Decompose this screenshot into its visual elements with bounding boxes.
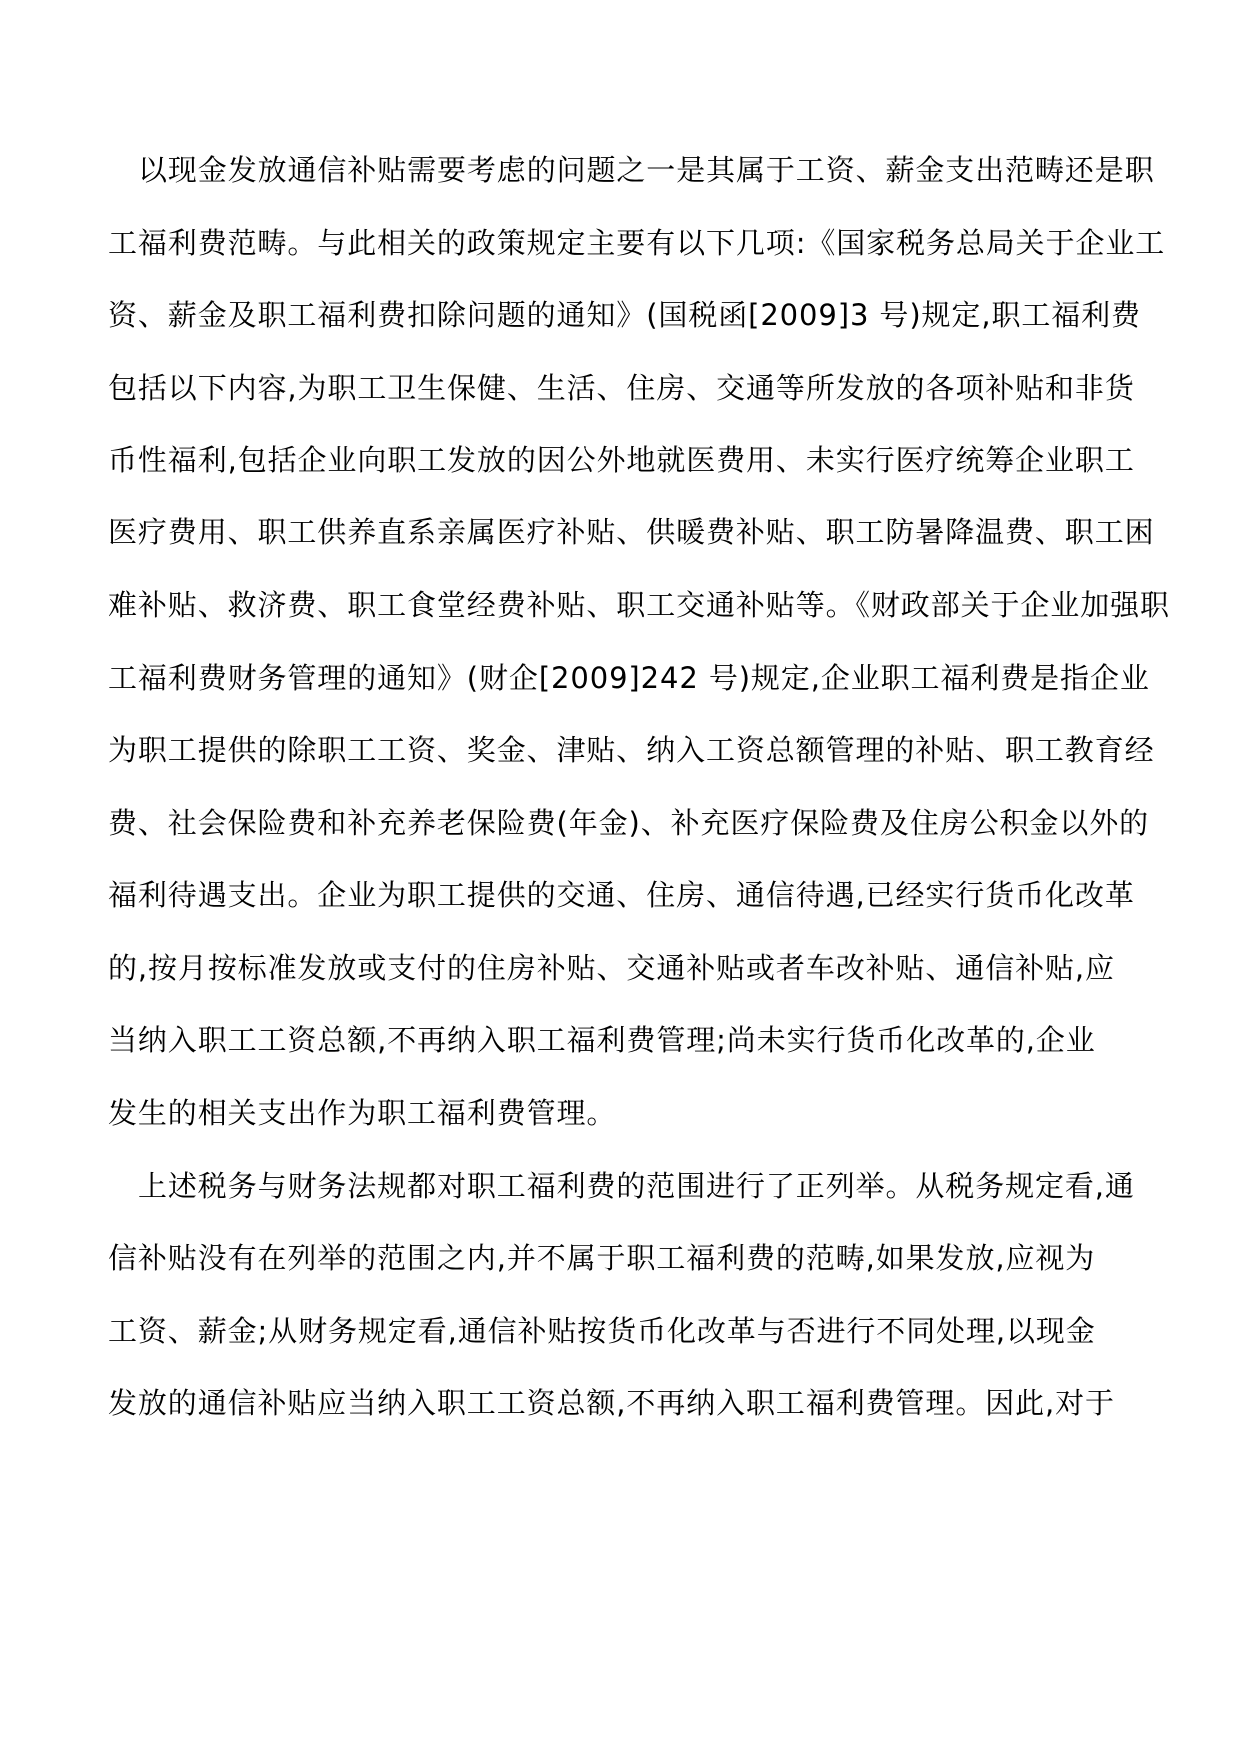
text-line: 当纳入职工工资总额,不再纳入职工福利费管理;尚未实行货币化改革的,企业 (108, 1023, 1096, 1057)
text-line: 福利待遇支出。企业为职工提供的交通、住房、通信待遇,已经实行货币化改革 (108, 878, 1135, 912)
text-line: 以现金发放通信补贴需要考虑的问题之一是其属于工资、薪金支出范畴还是职 (138, 153, 1155, 187)
text-line: 费、社会保险费和补充养老保险费(年金)、补充医疗保险费及住房公积金以外的 (108, 806, 1150, 840)
text-line: 币性福利,包括企业向职工发放的因公外地就医费用、未实行医疗统筹企业职工 (108, 443, 1135, 477)
text-line: 包括以下内容,为职工卫生保健、生活、住房、交通等所发放的各项补贴和非货 (108, 371, 1135, 405)
text-line: 为职工提供的除职工工资、奖金、津贴、纳入工资总额管理的补贴、职工教育经 (108, 733, 1155, 767)
text-line: 难补贴、救济费、职工食堂经费补贴、职工交通补贴等。《财政部关于企业加强职 (108, 588, 1170, 622)
text-line: 资、薪金及职工福利费扣除问题的通知》(国税函[2009]3 号)规定,职工福利费 (108, 298, 1141, 332)
text-line: 医疗费用、职工供养直系亲属医疗补贴、供暖费补贴、职工防暑降温费、职工困 (108, 515, 1155, 549)
text-line: 发放的通信补贴应当纳入职工工资总额,不再纳入职工福利费管理。因此,对于 (108, 1386, 1115, 1420)
text-line: 信补贴没有在列举的范围之内,并不属于职工福利费的范畴,如果发放,应视为 (108, 1241, 1096, 1275)
text-line: 工资、薪金;从财务规定看,通信补贴按货币化改革与否进行不同处理,以现金 (108, 1314, 1096, 1348)
text-line: 发生的相关支出作为职工福利费管理。 (108, 1096, 617, 1130)
text-line: 上述税务与财务法规都对职工福利费的范围进行了正列举。从税务规定看,通 (138, 1169, 1135, 1203)
text-line: 工福利费范畴。与此相关的政策规定主要有以下几项:《国家税务总局关于企业工 (108, 226, 1166, 260)
text-line: 的,按月按标准发放或支付的住房补贴、交通补贴或者车改补贴、通信补贴,应 (108, 951, 1115, 985)
text-line: 工福利费财务管理的通知》(财企[2009]242 号)规定,企业职工福利费是指企业 (108, 661, 1150, 695)
